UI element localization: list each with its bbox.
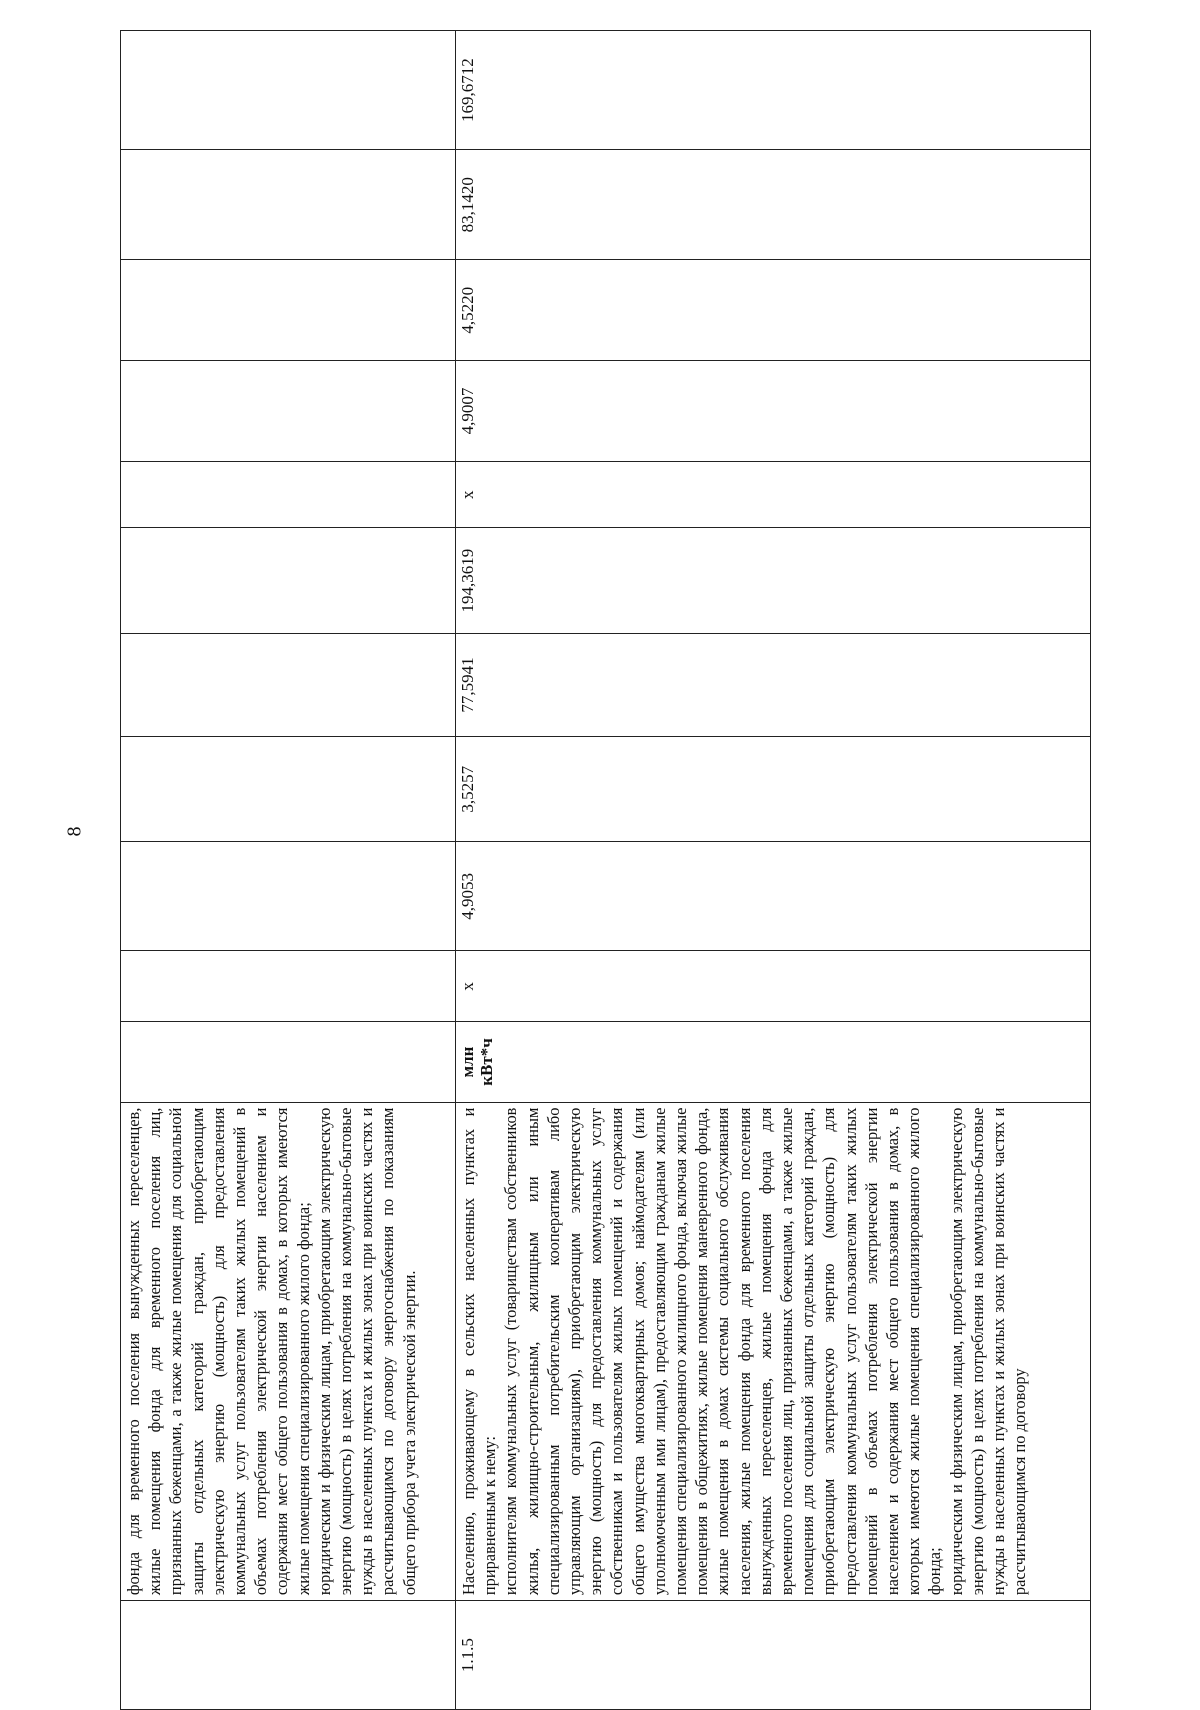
value-cell (121, 737, 456, 842)
value-cell: 3,5257 (456, 737, 1091, 842)
table-row (121, 31, 456, 1710)
value-cell (121, 842, 456, 951)
value-cell: 4,9007 (456, 361, 1091, 462)
value-cell (121, 31, 456, 150)
page-number: 8 (63, 826, 86, 837)
value-cell: 83,1420 (456, 150, 1091, 260)
row-description (121, 1102, 456, 1601)
value-cell (121, 633, 456, 736)
description-paragraph: юридическим и физическим лицам, приобретающим электрическую энергию (мощность) в целях потребления на коммунально-бытовые нужды в населенных пунктах и жилых зонах при воинских частях и рассчитывающимся по договору (946, 1107, 1030, 1596)
row-description (456, 1102, 1091, 1601)
value-cell (121, 361, 456, 462)
value-cell: 194,3619 (456, 528, 1091, 633)
description-paragraph: исполнителям коммунальных услуг (товариществам собственников жилья, жилищно-строительным, жилищным или иным специализированным потребительским кооперативам либо управляющим организациям), приобретающим электрическую энергию (мощность) для предоставления коммунальных услуг собственникам и пользователям жилых помещений и содержания общего имущества многоквартирных домов; наймодателям (или уполномоченным ими лицам), предоставляющим гражданам жилые помещения специализированного жилищного фонда, включая жилые помещения в общежитиях, жилые помещения маневренного фонда, жилые помещения в домах системы социального обслуживания населения, жилые помещения фонда для временного поселения вынужденных переселенцев, жилые помещения фонда для временного поселения лиц, признанных беженцами, а также жилые помещения для социальной защиты отдельных категорий граждан, приобретающим электрическую энергию (мощность) для предоставления коммунальных услуг пользователям таких жилых помещений в объемах потребления электрической энергии населением и содержания мест общего пользования в домах, в которых имеются жилые помещения специализированного жилого фонда; (501, 1107, 945, 1596)
description-paragraph: юридическим и физическим лицам, приобретающим электрическую энергию (мощность) в целях потребления на коммунально-бытовые нужды в населенных пунктах и жилых зонах при воинских частях и рассчитывающимся по договору энергоснабжения по показаниям общего прибора учета электрической энергии. (314, 1107, 419, 1596)
value-cell: x (456, 461, 1091, 527)
value-cell: 4,5220 (456, 260, 1091, 361)
value-cell (121, 461, 456, 527)
value-cell (121, 951, 456, 1022)
value-cell (121, 260, 456, 361)
unit-cell: млн кВт*ч (456, 1022, 1091, 1102)
description-paragraph: Населению, проживающему в сельских населенных пунктах и приравненным к нему: (459, 1107, 500, 1596)
row-number: 1.1.5 (456, 1601, 1091, 1710)
row-number (121, 1601, 456, 1710)
description-paragraph: фонда для временного поселения вынужденных переселенцев, жилые помещения фонда для временного поселения лиц, признанных беженцами, а также жилые помещения для социальной защиты отдельных категорий граждан, приобретающим электрическую энергию (мощность) для предоставления коммунальных услуг пользователям таких жилых помещений в объемах потребления электрической энергии населением и содержания мест общего пользования в домах, в которых имеются жилые помещения специализированного жилого фонда; (124, 1107, 313, 1596)
value-cell (121, 150, 456, 260)
table-row (456, 31, 1091, 1710)
value-cell: 4,9053 (456, 842, 1091, 951)
unit-cell (121, 1022, 456, 1102)
value-cell: 169,6712 (456, 31, 1091, 150)
value-cell (121, 528, 456, 633)
tariff-table-sheet (120, 30, 1090, 1710)
value-cell: x (456, 951, 1091, 1022)
tariff-table (120, 30, 1091, 1710)
value-cell: 77,5941 (456, 633, 1091, 736)
